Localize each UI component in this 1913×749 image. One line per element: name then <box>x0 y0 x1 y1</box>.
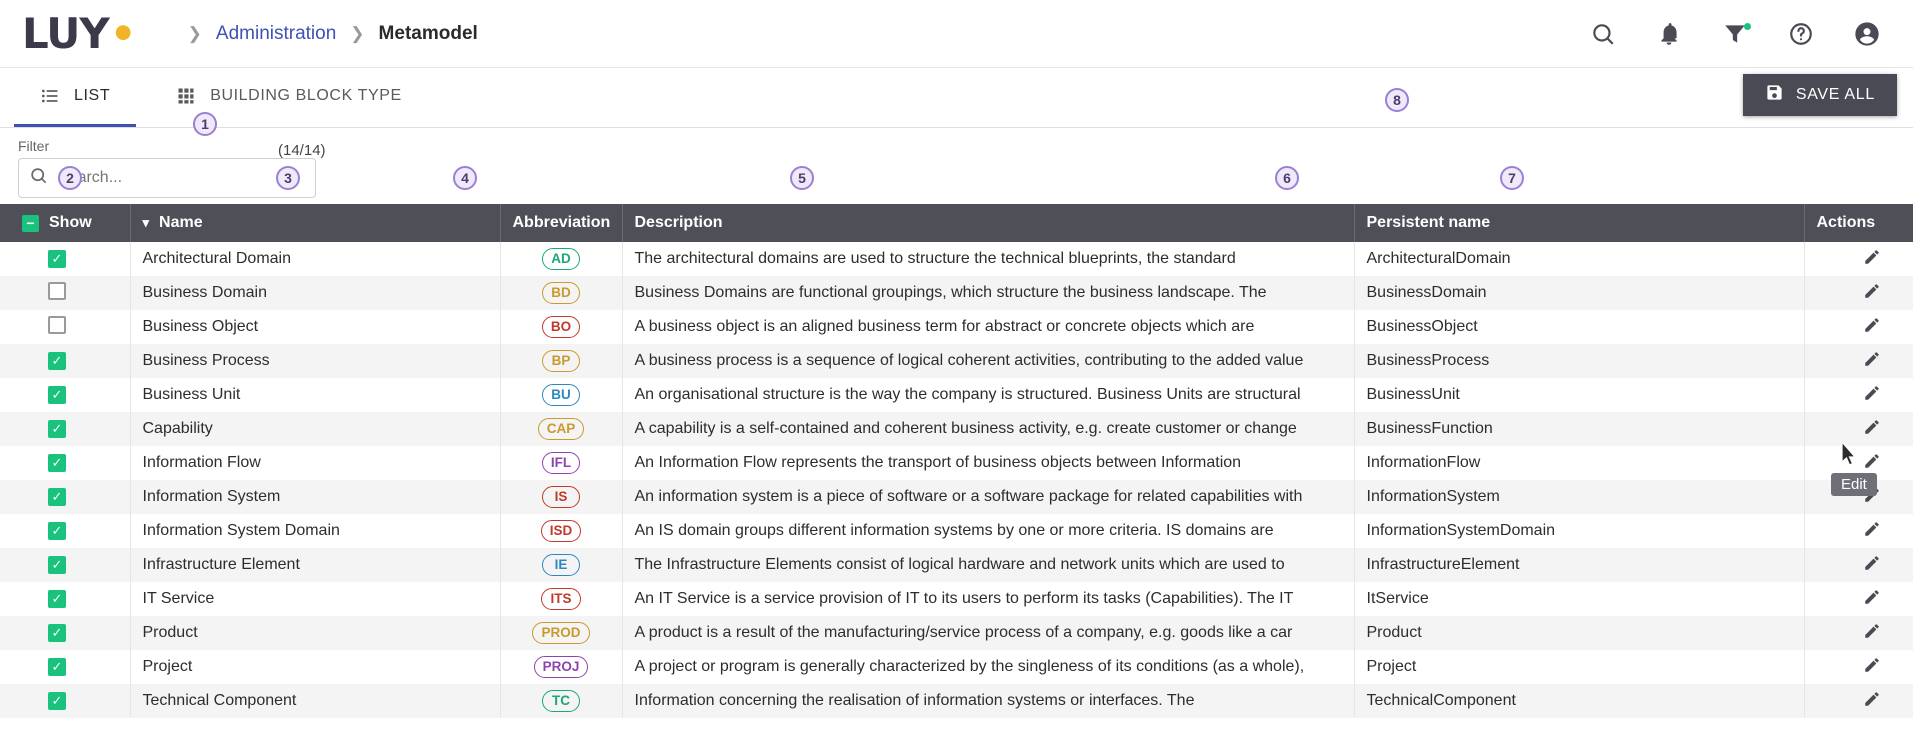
cell-show <box>0 650 130 684</box>
table-header-row <box>0 204 1913 242</box>
abbreviation-chip: TC <box>542 690 580 712</box>
cell-persistent-name: BusinessDomain <box>1354 276 1804 310</box>
edit-pencil-icon[interactable] <box>1863 248 1881 271</box>
table-row[interactable] <box>0 582 1913 616</box>
tab-list[interactable] <box>14 68 136 127</box>
table-row[interactable] <box>0 310 1913 344</box>
filter-icon[interactable] <box>1721 20 1749 48</box>
column-header-actions: Actions <box>1804 204 1913 242</box>
cell-show <box>0 684 130 718</box>
cell-persistent-name: BusinessUnit <box>1354 378 1804 412</box>
table-row[interactable] <box>0 684 1913 718</box>
cell-show <box>0 548 130 582</box>
row-checkbox-unchecked[interactable] <box>48 282 66 300</box>
cell-actions <box>1804 378 1913 412</box>
cell-abbreviation <box>500 446 622 480</box>
column-header-show[interactable] <box>0 204 130 242</box>
table-row[interactable] <box>0 446 1913 480</box>
cell-actions <box>1804 616 1913 650</box>
cell-abbreviation <box>500 582 622 616</box>
save-all-label: SAVE ALL <box>1795 86 1875 103</box>
cell-persistent-name: BusinessProcess <box>1354 344 1804 378</box>
abbreviation-chip: IFL <box>542 452 580 474</box>
breadcrumb-item-administration[interactable]: Administration <box>215 22 337 44</box>
abbreviation-chip: PROJ <box>534 656 589 678</box>
cell-description: An IS domain groups different information systems by one or more criteria. IS domains are <box>622 514 1354 548</box>
cell-description: An IT Service is a service provision of IT to its users to perform its tasks (Capabilities). The IT <box>622 582 1354 616</box>
cell-show <box>0 310 130 344</box>
search-icon[interactable] <box>1589 20 1617 48</box>
cell-name: Product <box>130 616 500 650</box>
cell-show <box>0 582 130 616</box>
cell-show <box>0 276 130 310</box>
table-row[interactable] <box>0 344 1913 378</box>
cell-description: The architectural domains are used to structure the technical blueprints, the standard <box>622 242 1354 276</box>
edit-pencil-icon[interactable] <box>1863 554 1881 577</box>
cell-name: Information System <box>130 480 500 514</box>
column-header-name[interactable] <box>130 204 500 242</box>
callout-marker-1: 1 <box>193 112 217 136</box>
abbreviation-chip: BO <box>542 316 580 338</box>
callout-marker-8: 8 <box>1385 88 1409 112</box>
abbreviation-chip: IE <box>542 554 580 576</box>
save-all-button[interactable] <box>1743 74 1897 116</box>
cell-actions <box>1804 310 1913 344</box>
filter-active-badge <box>1744 23 1751 30</box>
cell-persistent-name: Project <box>1354 650 1804 684</box>
abbreviation-chip: BD <box>542 282 580 304</box>
row-checkbox-checked[interactable]: ✓ <box>48 522 66 540</box>
table-row[interactable] <box>0 412 1913 446</box>
cell-persistent-name: Product <box>1354 616 1804 650</box>
row-checkbox-checked[interactable]: ✓ <box>48 386 66 404</box>
cell-show <box>0 378 130 412</box>
cell-persistent-name: BusinessFunction <box>1354 412 1804 446</box>
cell-abbreviation <box>500 378 622 412</box>
table-row[interactable] <box>0 548 1913 582</box>
table-header <box>0 204 1913 242</box>
callout-marker-3: 3 <box>276 166 300 190</box>
breadcrumb-item-metamodel: Metamodel <box>378 22 478 44</box>
cell-name: Project <box>130 650 500 684</box>
row-checkbox-checked[interactable]: ✓ <box>48 590 66 608</box>
row-checkbox-checked[interactable]: ✓ <box>48 624 66 642</box>
cell-name: Business Process <box>130 344 500 378</box>
edit-pencil-icon[interactable] <box>1863 656 1881 679</box>
cell-persistent-name: InformationFlow <box>1354 446 1804 480</box>
row-checkbox-checked[interactable]: ✓ <box>48 454 66 472</box>
cell-persistent-name: BusinessObject <box>1354 310 1804 344</box>
row-checkbox-unchecked[interactable] <box>48 316 66 334</box>
edit-pencil-icon[interactable] <box>1863 384 1881 407</box>
callout-marker-4: 4 <box>453 166 477 190</box>
cell-actions <box>1804 276 1913 310</box>
breadcrumb <box>174 23 478 45</box>
result-count: (14/14) <box>278 142 326 159</box>
search-icon <box>29 166 48 190</box>
metamodel-table <box>0 204 1913 718</box>
account-icon[interactable] <box>1853 20 1881 48</box>
edit-pencil-icon[interactable] <box>1863 690 1881 713</box>
row-checkbox-checked[interactable]: ✓ <box>48 420 66 438</box>
cell-abbreviation <box>500 242 622 276</box>
cell-show <box>0 616 130 650</box>
column-header-persistent-name[interactable]: Persistent name <box>1354 204 1804 242</box>
edit-pencil-icon[interactable] <box>1863 622 1881 645</box>
row-checkbox-checked[interactable]: ✓ <box>48 658 66 676</box>
table-row[interactable] <box>0 616 1913 650</box>
abbreviation-chip: AD <box>542 248 580 270</box>
table-body <box>0 242 1913 718</box>
cell-persistent-name: InformationSystem <box>1354 480 1804 514</box>
edit-pencil-icon[interactable] <box>1863 418 1881 441</box>
header-icon-group <box>1589 20 1891 48</box>
cell-abbreviation <box>500 650 622 684</box>
cell-persistent-name: ItService <box>1354 582 1804 616</box>
tabbar-spacer <box>428 68 1913 127</box>
cell-name: Business Domain <box>130 276 500 310</box>
table-row[interactable] <box>0 242 1913 276</box>
edit-pencil-icon[interactable] <box>1863 588 1881 611</box>
table-row[interactable] <box>0 650 1913 684</box>
cell-show <box>0 514 130 548</box>
abbreviation-chip: PROD <box>532 622 589 644</box>
cell-actions <box>1804 242 1913 276</box>
cell-name: Business Unit <box>130 378 500 412</box>
save-icon <box>1765 83 1784 107</box>
cell-abbreviation <box>500 616 622 650</box>
cell-description: A project or program is generally characterized by the singleness of its conditions (as a whole), <box>622 650 1354 684</box>
cell-actions <box>1804 582 1913 616</box>
logo-accent-dot: • <box>109 8 136 58</box>
cell-abbreviation <box>500 412 622 446</box>
cell-name: Architectural Domain <box>130 242 500 276</box>
cell-description: A product is a result of the manufacturing/service process of a company, e.g. goods like a car <box>622 616 1354 650</box>
table-row[interactable] <box>0 480 1913 514</box>
cell-description: A business object is an aligned business term for abstract or concrete objects which are <box>622 310 1354 344</box>
cell-name: Technical Component <box>130 684 500 718</box>
help-icon[interactable] <box>1787 20 1815 48</box>
cell-name: Information System Domain <box>130 514 500 548</box>
filter-label: Filter <box>18 138 50 154</box>
edit-pencil-icon[interactable] <box>1863 350 1881 373</box>
column-header-description[interactable]: Description <box>622 204 1354 242</box>
callout-marker-6: 6 <box>1275 166 1299 190</box>
search-input[interactable] <box>56 168 305 188</box>
abbreviation-chip: CAP <box>538 418 585 440</box>
cell-description: Information concerning the realisation of information systems or interfaces. The <box>622 684 1354 718</box>
top-header-bar <box>0 0 1913 68</box>
cell-description: An organisational structure is the way the company is structured. Business Units are structural <box>622 378 1354 412</box>
cell-abbreviation <box>500 276 622 310</box>
tab-building-block-type-label: BUILDING BLOCK TYPE <box>210 87 402 104</box>
select-all-checkbox[interactable]: − <box>22 215 39 232</box>
callout-marker-7: 7 <box>1500 166 1524 190</box>
cell-description: Business Domains are functional groupings, which structure the business landscape. The <box>622 276 1354 310</box>
abbreviation-chip: IS <box>542 486 580 508</box>
edit-pencil-icon[interactable] <box>1863 520 1881 543</box>
cell-persistent-name: TechnicalComponent <box>1354 684 1804 718</box>
row-checkbox-checked[interactable]: ✓ <box>48 250 66 268</box>
edit-pencil-icon[interactable] <box>1863 452 1881 475</box>
callout-marker-2: 2 <box>58 166 82 190</box>
cell-abbreviation <box>500 310 622 344</box>
logo-text: LUY <box>22 8 109 58</box>
abbreviation-chip: BP <box>542 350 580 372</box>
cell-abbreviation <box>500 344 622 378</box>
cell-abbreviation <box>500 514 622 548</box>
edit-pencil-icon[interactable] <box>1863 282 1881 305</box>
grid-icon <box>176 86 196 106</box>
cell-actions <box>1804 650 1913 684</box>
tab-list-label: LIST <box>74 87 111 104</box>
cell-description: The Infrastructure Elements consist of logical hardware and network units which are used to <box>622 548 1354 582</box>
app-logo[interactable] <box>22 8 136 58</box>
column-header-name-label: Name <box>159 214 203 231</box>
cell-description: An Information Flow represents the transport of business objects between Information <box>622 446 1354 480</box>
cell-name: Capability <box>130 412 500 446</box>
cell-persistent-name: ArchitecturalDomain <box>1354 242 1804 276</box>
list-icon <box>40 86 60 106</box>
cell-actions <box>1804 412 1913 446</box>
cell-abbreviation <box>500 480 622 514</box>
cell-abbreviation <box>500 684 622 718</box>
cell-show <box>0 242 130 276</box>
cell-description: An information system is a piece of software or a software package for related capabilities with <box>622 480 1354 514</box>
cell-description: A business process is a sequence of logical coherent activities, contributing to the added value <box>622 344 1354 378</box>
table-row[interactable] <box>0 514 1913 548</box>
cell-abbreviation <box>500 548 622 582</box>
row-checkbox-checked[interactable]: ✓ <box>48 352 66 370</box>
column-header-abbreviation[interactable]: Abbreviation <box>500 204 622 242</box>
cell-show <box>0 480 130 514</box>
chevron-right-icon: ❯ <box>187 23 202 43</box>
cell-name: IT Service <box>130 582 500 616</box>
cell-show <box>0 446 130 480</box>
edit-pencil-icon[interactable] <box>1863 316 1881 339</box>
tab-bar <box>0 68 1913 128</box>
table-row[interactable] <box>0 378 1913 412</box>
cell-name: Infrastructure Element <box>130 548 500 582</box>
cell-actions <box>1804 344 1913 378</box>
abbreviation-chip: ITS <box>541 588 580 610</box>
abbreviation-chip: ISD <box>541 520 582 542</box>
notifications-icon[interactable] <box>1655 20 1683 48</box>
table-row[interactable] <box>0 276 1913 310</box>
tab-building-block-type[interactable] <box>150 68 428 127</box>
cell-persistent-name: InfrastructureElement <box>1354 548 1804 582</box>
chevron-down-icon: ▾ <box>142 215 150 230</box>
cell-show <box>0 344 130 378</box>
cell-name: Business Object <box>130 310 500 344</box>
cell-show <box>0 412 130 446</box>
row-checkbox-checked[interactable]: ✓ <box>48 556 66 574</box>
row-checkbox-checked[interactable]: ✓ <box>48 488 66 506</box>
cell-name: Information Flow <box>130 446 500 480</box>
cell-description: A capability is a self-contained and coherent business activity, e.g. create customer or change <box>622 412 1354 446</box>
abbreviation-chip: BU <box>542 384 580 406</box>
chevron-right-icon: ❯ <box>350 23 365 43</box>
cell-actions <box>1804 514 1913 548</box>
cell-actions <box>1804 684 1913 718</box>
row-checkbox-checked[interactable]: ✓ <box>48 692 66 710</box>
column-header-show-label: Show <box>49 214 92 231</box>
cell-actions <box>1804 548 1913 582</box>
callout-marker-5: 5 <box>790 166 814 190</box>
cell-persistent-name: InformationSystemDomain <box>1354 514 1804 548</box>
edit-tooltip: Edit <box>1831 473 1877 496</box>
